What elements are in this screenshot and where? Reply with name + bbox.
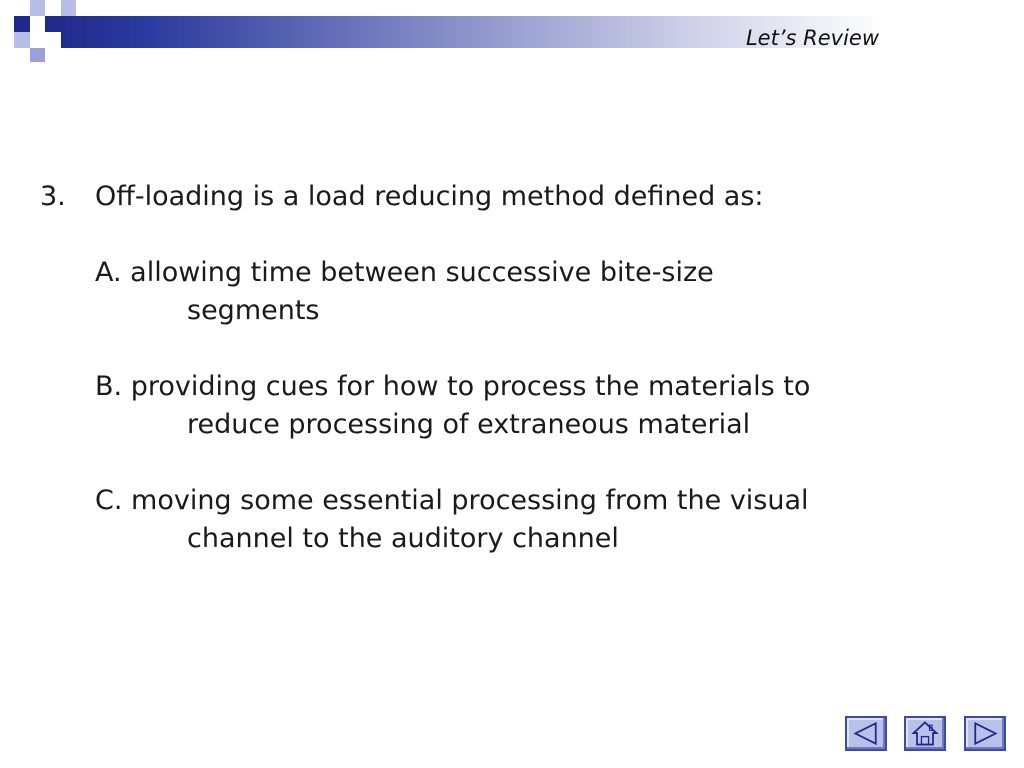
left-triangle-icon	[847, 718, 885, 749]
option-line: reduce processing of extraneous material	[187, 409, 751, 440]
home-icon	[906, 718, 944, 749]
header-square-decoration	[14, 32, 30, 48]
answer-option-c[interactable]	[95, 482, 980, 558]
question-text: Off-loading is a load reducing method defined as:	[95, 181, 764, 212]
option-line: B. providing cues for how to process the materials to	[95, 371, 811, 402]
slide-content	[40, 178, 980, 596]
answer-option-a[interactable]	[95, 254, 980, 330]
answer-option-b[interactable]	[95, 368, 980, 444]
question	[40, 178, 980, 216]
header-square-decoration	[14, 16, 30, 32]
question-number: 3.	[40, 181, 66, 212]
option-line: channel to the auditory channel	[187, 523, 619, 554]
option-line: C. moving some essential processing from the visual	[95, 485, 809, 516]
header-square-decoration	[30, 0, 45, 16]
previous-slide-button[interactable]	[845, 716, 887, 751]
home-button[interactable]	[904, 716, 946, 751]
header-square-decoration	[61, 0, 76, 16]
header-square-decoration	[45, 32, 61, 48]
right-triangle-icon	[966, 718, 1004, 749]
option-line: A. allowing time between successive bite-size	[95, 257, 714, 288]
slide-header-title: Let’s Review	[745, 26, 879, 50]
option-line: segments	[187, 295, 320, 326]
header-square-decoration	[30, 48, 45, 62]
next-slide-button[interactable]	[964, 716, 1006, 751]
